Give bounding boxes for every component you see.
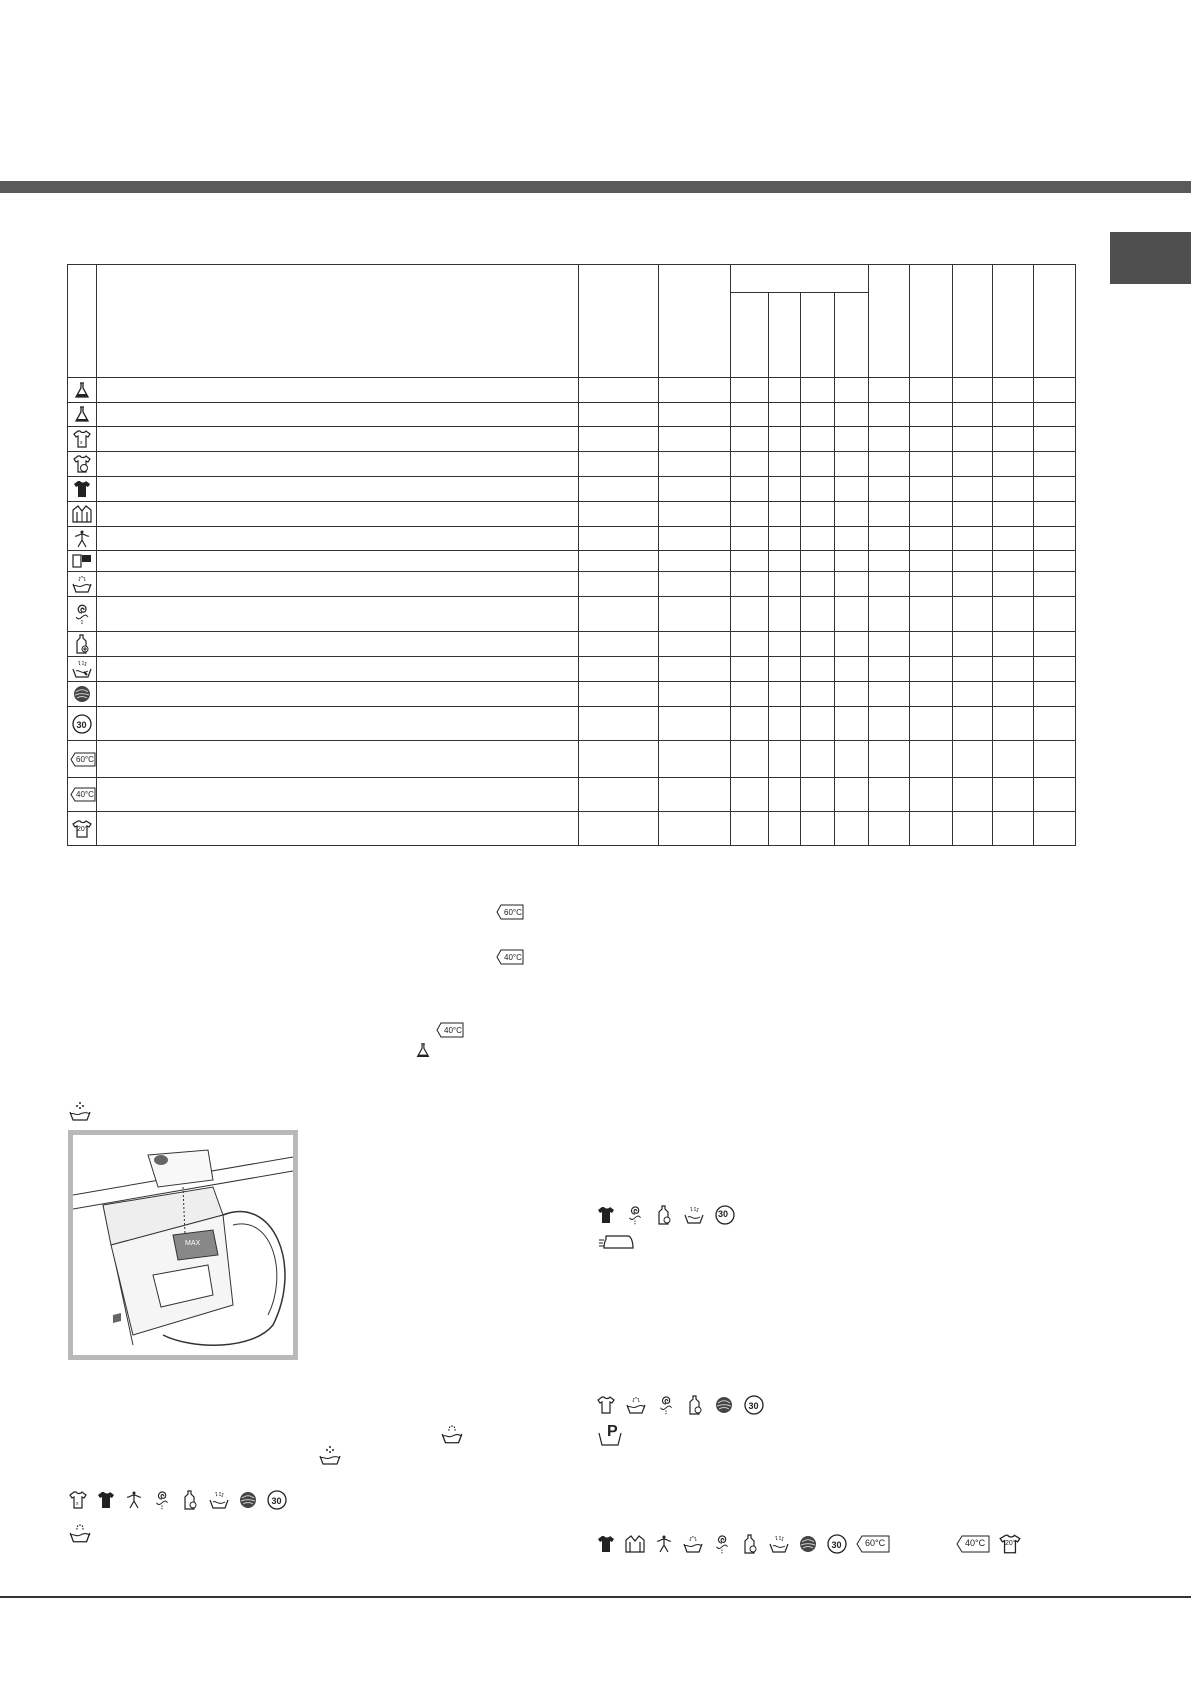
handwash-icon xyxy=(682,1534,704,1554)
table-row-line xyxy=(68,681,1075,682)
table-col-divider xyxy=(909,265,910,845)
table-row-line xyxy=(68,811,1075,812)
wool-icon xyxy=(798,1534,818,1554)
towels-icon xyxy=(70,551,94,571)
rinse-icon xyxy=(768,1534,790,1554)
wool-icon xyxy=(70,682,94,706)
table-col-divider xyxy=(658,265,659,845)
detergent-drawer-illustration xyxy=(68,1130,298,1360)
rinse-hold-compatible-icons xyxy=(596,1393,765,1417)
prewash-inline-icon xyxy=(318,1444,342,1471)
table-col-divider xyxy=(952,265,953,845)
synthetic-shirt-icon xyxy=(124,1490,144,1510)
synthetic-shirt-icon xyxy=(70,527,94,550)
mix-30-icon: 30 xyxy=(714,1204,736,1226)
tshirt-20-label: 20° xyxy=(77,825,88,833)
table-row-line xyxy=(68,571,1075,572)
wool-icon xyxy=(714,1395,734,1415)
programme-table xyxy=(67,264,1076,846)
super-wash-compatible-icons xyxy=(596,1532,1022,1556)
table-row-line xyxy=(68,476,1075,477)
mixed-tshirt-icon xyxy=(596,1395,616,1415)
eco-60-inline-icon: 60°C xyxy=(496,904,524,920)
dark-tshirt-icon xyxy=(96,1490,116,1510)
table-row-line xyxy=(68,526,1075,527)
table-header-line xyxy=(68,377,1075,378)
dark-tshirt-icon xyxy=(70,477,94,501)
delicate-bottle-icon xyxy=(654,1204,674,1226)
table-col-divider xyxy=(768,292,769,845)
table-row-line xyxy=(68,402,1075,403)
handwash-icon xyxy=(70,572,94,596)
language-tab xyxy=(1110,232,1191,284)
silk-spiral-icon xyxy=(712,1532,732,1556)
silk-spiral-icon xyxy=(656,1393,676,1417)
table-col-divider xyxy=(868,265,869,845)
table-row-line xyxy=(68,706,1075,707)
tshirt-20-icon: 20° xyxy=(998,1533,1022,1555)
prewash-compatible-icons xyxy=(68,1488,288,1512)
max-label: MAX xyxy=(185,1240,201,1247)
prewash-icon xyxy=(68,1100,92,1127)
footer-line xyxy=(0,1596,1191,1598)
table-col-divider xyxy=(1033,265,1034,845)
jacket-icon xyxy=(70,502,94,526)
eco-40-label: 40°C xyxy=(76,790,94,799)
handwash-icon xyxy=(625,1395,647,1415)
svg-text:30: 30 xyxy=(271,1496,282,1506)
svg-text:x: x xyxy=(80,440,83,446)
silk-spiral-icon xyxy=(70,597,94,631)
eco-60-label: 60°C xyxy=(76,754,94,764)
rinse-icon xyxy=(70,657,94,681)
cotton-inline-icon xyxy=(414,1042,432,1065)
table-subheader-line xyxy=(730,292,869,293)
easy-iron-icon xyxy=(598,1233,636,1256)
table-col-divider xyxy=(992,265,993,845)
mix-30-icon xyxy=(743,1394,765,1416)
mixed-tshirt-icon xyxy=(68,1490,88,1510)
svg-text:30: 30 xyxy=(748,1401,759,1411)
eco-60-icon xyxy=(70,741,94,777)
dark-tshirt-icon xyxy=(596,1534,616,1554)
mix-30-icon xyxy=(70,707,94,740)
mix-30-icon xyxy=(266,1489,288,1511)
easy-iron-compatible-icons xyxy=(596,1203,736,1227)
silk-spiral-icon xyxy=(625,1203,645,1227)
cotton-icon xyxy=(70,403,94,426)
delicate-bottle-icon xyxy=(180,1489,200,1511)
table-col-divider xyxy=(578,265,579,845)
mixed-baby-tshirt-icon xyxy=(70,452,94,476)
eco-40-icon xyxy=(70,778,94,811)
table-col-divider xyxy=(834,292,835,845)
table-row-line xyxy=(68,451,1075,452)
table-row-line xyxy=(68,740,1075,741)
silk-spiral-icon xyxy=(152,1488,172,1512)
table-row-line xyxy=(68,777,1075,778)
delicate-bottle-icon xyxy=(740,1533,760,1555)
header-bar xyxy=(0,181,1191,193)
mixed-tshirt-icon xyxy=(70,427,94,451)
table-row-line xyxy=(68,501,1075,502)
tshirt-20-icon xyxy=(70,812,94,845)
delicate-bottle-icon xyxy=(685,1394,705,1416)
svg-text:x: x xyxy=(76,1501,79,1507)
mix-30-icon xyxy=(826,1533,848,1555)
cotton-prewash-icon xyxy=(70,379,94,402)
table-row-line xyxy=(68,550,1075,551)
delicate-bottle-icon xyxy=(70,632,94,656)
eco-60-icon: 60°C xyxy=(856,1535,890,1553)
jacket-icon xyxy=(624,1534,646,1554)
table-row-line xyxy=(68,426,1075,427)
synthetic-shirt-icon xyxy=(654,1534,674,1554)
table-row-line xyxy=(68,656,1075,657)
eco-40-inline-icon-2: 40°C xyxy=(436,1022,464,1038)
table-col-divider xyxy=(800,292,801,845)
svg-text:30: 30 xyxy=(831,1540,842,1550)
handwash-inline-icon xyxy=(440,1423,464,1450)
dark-tshirt-icon xyxy=(596,1205,616,1225)
svg-text:30: 30 xyxy=(76,719,87,730)
rinse-icon xyxy=(683,1205,705,1225)
table-row-line xyxy=(68,596,1075,597)
prewash-excluded-handwash-icon xyxy=(68,1522,92,1549)
rinse-hold-icon: P xyxy=(598,1425,628,1447)
eco-40-inline-icon: 40°C xyxy=(496,949,524,965)
rinse-icon xyxy=(208,1490,230,1510)
eco-40-icon: 40°C xyxy=(956,1535,990,1553)
table-col-divider xyxy=(730,265,731,845)
table-col-divider xyxy=(96,265,97,845)
table-row-line xyxy=(68,631,1075,632)
wool-icon xyxy=(238,1490,258,1510)
